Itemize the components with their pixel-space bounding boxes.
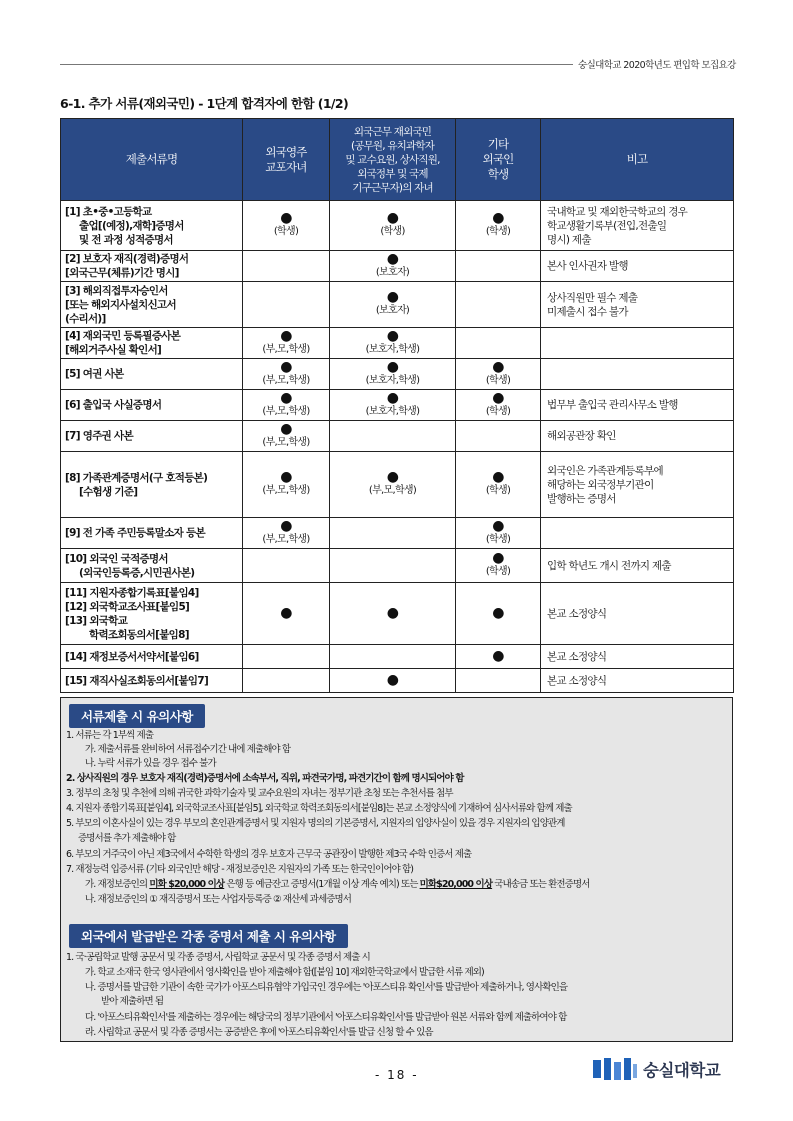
- requirement-cell: [456, 645, 541, 669]
- note-line: 가. 학교 소재국 한국 영사관에서 영사확인을 받아 제출해야 함([붙임 10] 재외한국학교에서 발급한 서류 제외): [85, 967, 484, 978]
- required-mark: ●: [492, 358, 504, 375]
- requirement-cell: ● (부,모,학생): [330, 452, 456, 518]
- document-name: [8] 가족관계증명서(구 호적등본) [수험생 기준]: [61, 452, 243, 518]
- remarks-cell: [541, 359, 734, 390]
- document-name: [1] 초•중•고등학교 출업[(예정),재학]증명서 및 전 과정 성적증명서: [61, 201, 243, 251]
- table-row: [61, 645, 734, 669]
- note-line: 3. 정부의 초청 및 추천에 의해 귀국한 과학기술자 및 교수요원의 자녀는 정부기관 초청 또는 추천서를 첨부: [66, 788, 453, 799]
- note-line: 가. 재정보증인의 미화 $20,000 이상 은행 등 예금잔고 증명서(1개월 이상 계속 예치) 또는 미화$20,000 이상 국내송금 또는 환전증명서: [85, 879, 590, 890]
- table-row: [61, 421, 734, 452]
- required-mark: ●: [492, 469, 504, 485]
- requirement-cell: ● (보호자): [330, 251, 456, 282]
- table-row: [61, 282, 734, 328]
- requirement-cell: [330, 421, 456, 452]
- requirement-cell: [456, 328, 541, 359]
- note-line: 라. 사립학교 공문서 및 각종 증명서는 공증받은 후에 '아포스티유확인서'를 발급 신청 할 수 있음: [85, 1027, 433, 1038]
- required-mark: ●: [492, 389, 504, 406]
- university-logo: [593, 1055, 720, 1083]
- requirement-cell: [456, 421, 541, 452]
- note-line: 나. 증명서를 발급한 기관이 속한 국가가 아포스티유협약 가입국인 경우에는 '아포스티유 확인서'를 발급받아 제출하거나, 영사확인을: [85, 982, 568, 993]
- required-mark: ●: [386, 605, 399, 621]
- required-mark: ●: [280, 605, 292, 621]
- foreign-certificate-notes-title: 외국에서 발급받은 각종 증명서 제출 시 유의사항: [69, 924, 348, 948]
- document-name: [3] 해외직접투자승인서 [또는 해외지사설치신고서 (수리서)]: [61, 282, 243, 328]
- table-row: [61, 201, 734, 251]
- requirement-cell: [456, 251, 541, 282]
- required-mark: ●: [280, 327, 292, 344]
- document-name: [9] 전 가족 주민등록말소자 등본: [61, 518, 243, 549]
- table-row: [61, 390, 734, 421]
- required-mark: ●: [492, 550, 504, 566]
- required-mark: ●: [386, 250, 399, 267]
- requirement-cell: ● (학생): [456, 359, 541, 390]
- requirement-cell: ● (부,모,학생): [243, 390, 330, 421]
- table-header-row: [61, 119, 734, 201]
- document-name: [2] 보호자 재직(경력)증명서 [외국근무(체류)기간 명시]: [61, 251, 243, 282]
- document-name: [14] 재정보증서서약서[붙임6]: [61, 645, 243, 669]
- col-header-remarks: 비고: [541, 119, 734, 201]
- note-line: 다. '아포스티유확인서'를 제출하는 경우에는 해당국의 정부기관에서 '아포스티유확인서'를 발급받아 원본 서류와 함께 제출하여야 함: [85, 1012, 567, 1023]
- remarks-cell: 해외공관장 확인: [541, 421, 734, 452]
- col-header-document: 제출서류명: [61, 119, 243, 201]
- table-row: [61, 251, 734, 282]
- note-line: 1. 서류는 각 1부씩 제출: [66, 730, 154, 741]
- requirement-cell: ● (학생): [456, 549, 541, 583]
- required-documents-table: [60, 118, 734, 693]
- table-row: [61, 583, 734, 645]
- required-mark: ●: [386, 327, 399, 344]
- document-name: [15] 재직사실조회동의서[붙임7]: [61, 669, 243, 693]
- requirement-cell: [243, 583, 330, 645]
- note-line: 증명서를 추가 제출해야 함: [78, 833, 176, 844]
- required-mark: ●: [492, 210, 504, 226]
- remarks-cell: [541, 328, 734, 359]
- section-title: 6-1. 추가 서류(재외국민) - 1단계 합격자에 한함 (1/2): [60, 96, 349, 111]
- remarks-cell: 본사 인사권자 발행: [541, 251, 734, 282]
- document-name: [7] 영주권 사본: [61, 421, 243, 452]
- required-mark: ●: [492, 648, 504, 664]
- note-line: 1. 국·공립학교 발행 공문서 및 각종 증명서, 사립학교 공문서 및 각종 증명서 제출 시: [66, 952, 370, 963]
- note-line: 4. 지원자 종합기록표[붙임4], 외국학교조사표[붙임5], 외국학교 학력조회동의서[붙임8]는 본교 소정양식에 기재하여 심사서류와 함께 제출: [66, 803, 572, 814]
- required-mark: ●: [492, 605, 504, 621]
- requirement-cell: ● (보호자,학생): [330, 359, 456, 390]
- required-mark: ●: [386, 358, 399, 375]
- required-mark: ●: [280, 517, 292, 534]
- table-row: [61, 549, 734, 583]
- required-mark: ●: [280, 469, 292, 485]
- table-row: [61, 328, 734, 359]
- required-mark: ●: [386, 389, 399, 406]
- note-line: 7. 재정능력 입증서류 (기타 외국인만 해당 - 재정보증인은 지원자의 가족 또는 한국인이어야 함): [66, 864, 414, 875]
- col-header-foreign-student: 기타 외국인 학생: [456, 119, 541, 201]
- table-row: [61, 452, 734, 518]
- required-mark: ●: [280, 389, 292, 406]
- requirement-cell: [243, 645, 330, 669]
- document-name: [10] 외국인 국적증명서 (외국인등록증,시민권사본): [61, 549, 243, 583]
- requirement-cell: [243, 251, 330, 282]
- remarks-cell: 본교 소정양식: [541, 645, 734, 669]
- col-header-overseas-worker: 외국근무 재외국민 (공무원, 유치과학자 및 교수요원, 상사직원, 외국정부 및 국제 기구근무자)의 자녀: [330, 119, 456, 201]
- requirement-cell: [330, 645, 456, 669]
- header-rule: [60, 64, 573, 65]
- remarks-cell: [541, 518, 734, 549]
- required-mark: ●: [386, 289, 399, 305]
- logo-text: 숭실대학교: [643, 1061, 721, 1080]
- requirement-cell: [243, 282, 330, 328]
- required-mark: ●: [386, 469, 399, 485]
- col-header-permanent-resident: 외국영주 교포자녀: [243, 119, 330, 201]
- note-line: 6. 부모의 거주국이 아닌 제3국에서 수학한 학생의 경우 보호자 근무국 공관장이 발행한 제3국 수학 인증서 제출: [66, 849, 472, 860]
- requirement-cell: ● (보호자): [330, 282, 456, 328]
- notes-box: [60, 697, 733, 1042]
- table-row: [61, 359, 734, 390]
- requirement-cell: [243, 669, 330, 693]
- required-mark: ●: [280, 358, 292, 375]
- requirement-cell: ● (부,모,학생): [243, 452, 330, 518]
- table-row: [61, 669, 734, 693]
- required-mark: ●: [386, 210, 399, 226]
- note-line: 가. 제출서류를 완비하여 서류접수기간 내에 제출해야 함: [85, 744, 291, 755]
- requirement-cell: ● (학생): [243, 201, 330, 251]
- note-line: 2. 상사직원의 경우 보호자 재직(경력)증명서에 소속부서, 직위, 파견국가명, 파견기간이 함께 명시되어야 함: [66, 773, 464, 784]
- note-line: 받아 제출하면 됨: [101, 996, 164, 1007]
- remarks-cell: 법무부 출입국 관리사무소 발행: [541, 390, 734, 421]
- requirement-cell: [456, 669, 541, 693]
- required-mark: ●: [280, 420, 292, 437]
- required-mark: ●: [386, 672, 399, 688]
- remarks-cell: 국내학교 및 재외한국학교의 경우 학교생활기록부(전입,전출일 명시) 제출: [541, 201, 734, 251]
- remarks-cell: 외국인은 가족관계등록부에 해당하는 외국정부기관이 발행하는 증명서: [541, 452, 734, 518]
- document-name: [6] 출입국 사실증명서: [61, 390, 243, 421]
- page-number: - 18 -: [375, 1068, 419, 1082]
- requirement-cell: ● (보호자,학생): [330, 328, 456, 359]
- required-mark: ●: [280, 210, 292, 226]
- note-line: 5. 부모의 이혼사실이 있는 경우 부모의 혼인관계증명서 및 지원자 명의의 기본증명서, 지원자의 입양사실이 있을 경우 지원자의 입양관계: [66, 818, 565, 829]
- requirement-cell: [330, 518, 456, 549]
- requirement-cell: ● (부,모,학생): [243, 359, 330, 390]
- university-emblem-icon: [593, 1056, 637, 1082]
- requirement-cell: ● (학생): [330, 201, 456, 251]
- document-name: [4] 재외국민 등록필증사본 [해외거주사실 확인서]: [61, 328, 243, 359]
- header-text: 숭실대학교 2020학년도 편입학 모집요강: [578, 60, 736, 71]
- remarks-cell: 본교 소정양식: [541, 583, 734, 645]
- document-name: [5] 여권 사본: [61, 359, 243, 390]
- requirement-cell: [330, 669, 456, 693]
- requirement-cell: [456, 583, 541, 645]
- requirement-cell: [330, 583, 456, 645]
- table-row: [61, 518, 734, 549]
- requirement-cell: ● (학생): [456, 390, 541, 421]
- requirement-cell: ● (부,모,학생): [243, 518, 330, 549]
- note-line: 나. 누락 서류가 있을 경우 접수 불가: [85, 758, 216, 769]
- requirement-cell: ● (부,모,학생): [243, 328, 330, 359]
- submission-notes-title: 서류제출 시 유의사항: [69, 704, 205, 728]
- requirement-cell: [330, 549, 456, 583]
- requirement-cell: ● (학생): [456, 518, 541, 549]
- note-line: 나. 재정보증인의 ① 재직증명서 또는 사업자등록증 ② 재산세 과세증명서: [85, 894, 352, 905]
- remarks-cell: 본교 소정양식: [541, 669, 734, 693]
- requirement-cell: ● (학생): [456, 201, 541, 251]
- requirement-cell: ● (학생): [456, 452, 541, 518]
- requirement-cell: ● (부,모,학생): [243, 421, 330, 452]
- requirement-cell: [456, 282, 541, 328]
- requirement-cell: [243, 549, 330, 583]
- remarks-cell: 입학 학년도 개시 전까지 제출: [541, 549, 734, 583]
- required-mark: ●: [492, 517, 504, 534]
- remarks-cell: 상사직원만 필수 제출 미제출시 접수 불가: [541, 282, 734, 328]
- document-name: [11] 지원자종합기록표[붙임4] [12] 외국학교조사표[붙임5] [13] 외국학교 학력조회동의서[붙임8]: [61, 583, 243, 645]
- requirement-cell: ● (보호자,학생): [330, 390, 456, 421]
